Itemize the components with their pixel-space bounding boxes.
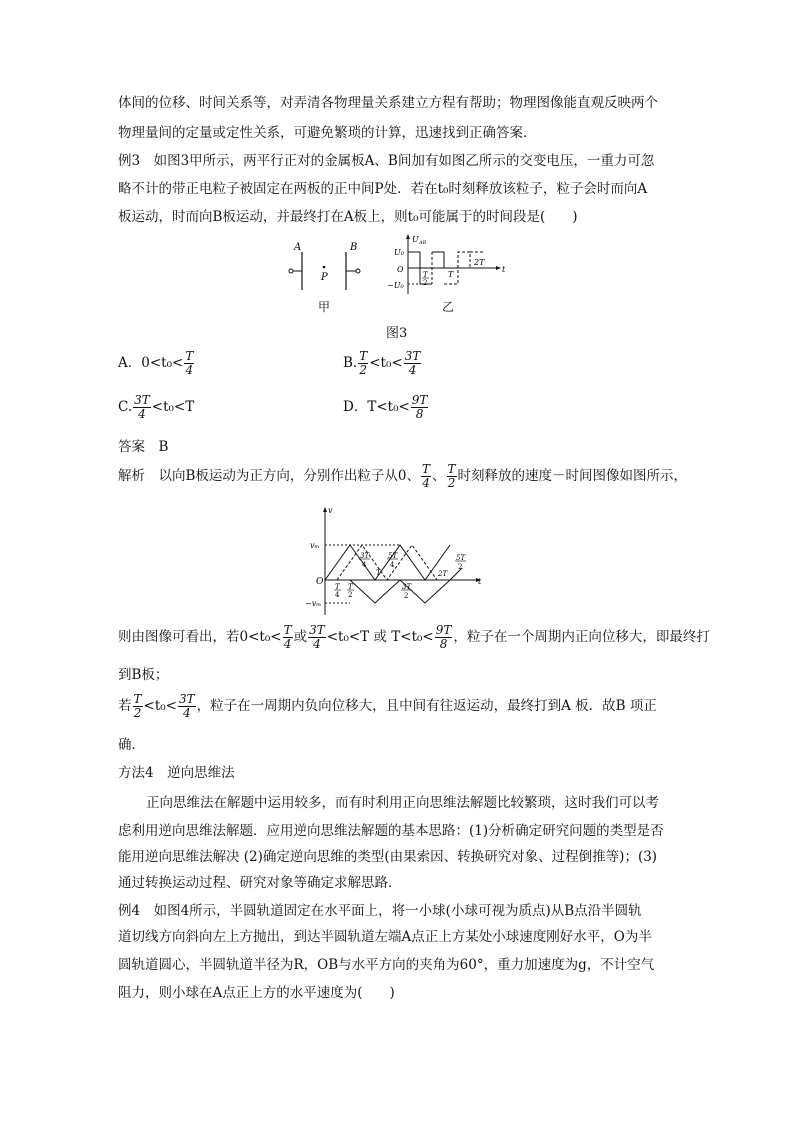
svg-text:T: T bbox=[423, 271, 428, 279]
method-4-title: 方法4 逆向思维法 bbox=[118, 765, 235, 781]
svg-text:2T: 2T bbox=[474, 258, 485, 267]
method-4-line: 能用逆向思维法解决 (2)确定逆向思维的类型(由果索因、转换研究对象、过程倒推等)；(3) bbox=[118, 849, 658, 865]
svg-text:AB: AB bbox=[419, 240, 427, 246]
example-3-line: 略不计的带正电粒子被固定在两板的正中间P处．若在t₀时刻释放该粒子，粒子会时而向A bbox=[118, 181, 648, 197]
text-line: 体间的位移、时间关系等，对弄清各物理量关系建立方程有帮助；物理图像能直观反映两个 bbox=[118, 95, 658, 111]
svg-text:3T: 3T bbox=[402, 583, 412, 591]
svg-text:U₀: U₀ bbox=[394, 248, 404, 257]
svg-text:5T: 5T bbox=[388, 552, 398, 560]
svg-text:3T: 3T bbox=[360, 552, 370, 560]
example-4-line: 道切线方向斜向左上方抛出，到达半圆轨道左端A点正上方某处小球速度刚好水平，O为半 bbox=[118, 929, 652, 945]
svg-text:2: 2 bbox=[348, 591, 353, 599]
figure-3-jia-plates bbox=[280, 240, 370, 298]
analysis-line-2: 则由图像可看出，若0<t₀< $\frac{T}{4}$ 或 $\frac{3T}{4}$ <t₀<T 或 T<t₀< $\frac{9T}{8}$ ，粒子在一个周期内正向位移大，即最终打 bbox=[118, 623, 710, 651]
option-d: D．T<t₀< $\frac{9T}{8}$ bbox=[343, 393, 428, 421]
svg-text:T: T bbox=[348, 583, 353, 591]
svg-text:2: 2 bbox=[404, 592, 409, 600]
method-4-line: 虑利用逆向思维法解题．应用逆向思维法解题的基本思路：(1)分析确定研究问题的类型是否 bbox=[118, 823, 664, 839]
svg-text:−vₘ: −vₘ bbox=[305, 599, 322, 608]
svg-text:O: O bbox=[397, 265, 404, 274]
svg-text:T: T bbox=[448, 270, 454, 279]
label-p: P bbox=[321, 272, 328, 283]
svg-text:4: 4 bbox=[390, 561, 395, 569]
analysis-line-5: 确． bbox=[118, 737, 145, 753]
example-4-line: 例4 如图4所示，半圆轨道固定在水平面上，将一小球(小球可视为质点)从B点沿半圆轨 bbox=[118, 903, 642, 919]
svg-text:U: U bbox=[412, 235, 419, 244]
analysis-line-1: 解析 以向B板运动为正方向，分别作出粒子从0、 $\frac{T}{4}$ 、 $\frac{T}{2}$ 时刻释放的速度－时间图像如图所示， bbox=[118, 462, 688, 490]
example-4-line: 阻力，则小球在A点正上方的水平速度为( ) bbox=[118, 985, 395, 1001]
velocity-time-graph bbox=[300, 505, 490, 617]
svg-text:T: T bbox=[376, 569, 381, 577]
svg-text:2: 2 bbox=[423, 279, 428, 287]
method-4-line: 通过转换运动过程、研究对象等确定求解思路． bbox=[118, 875, 402, 891]
option-b: B. $\frac{T}{2}$ <t₀< $\frac{3T}{4}$ bbox=[343, 349, 421, 377]
option-a: A．0<t₀< $\frac{T}{4}$ bbox=[118, 349, 194, 377]
label-a: A bbox=[294, 242, 302, 253]
text-line: 物理量间的定量或定性关系，可避免繁琐的计算，迅速找到正确答案． bbox=[118, 125, 537, 141]
analysis-line-4: 若 $\frac{T}{2}$ <t₀< $\frac{3T}{4}$ ，粒子在一周期内负向位移大，且中间有往返运动，最终打到A 板．故B 项正 bbox=[118, 692, 657, 720]
figure-3-yi-voltage-graph bbox=[378, 232, 508, 296]
label-b: B bbox=[350, 242, 358, 253]
example-4-line: 圆轨道圆心，半圆轨道半径为R，OB与水平方向的夹角为60°，重力加速度为g，不计空气 bbox=[118, 957, 655, 973]
example-3-line: 板运动，时而向B板运动，并最终打在A板上，则t₀可能属于的时间段是( ) bbox=[118, 209, 578, 225]
figure-yi-label: 乙 bbox=[442, 300, 455, 314]
svg-text:v: v bbox=[328, 506, 333, 515]
svg-text:vₘ: vₘ bbox=[310, 541, 320, 550]
figure-3-caption: 图3 bbox=[386, 326, 408, 341]
option-c: C. $\frac{3T}{4}$ <t₀<T bbox=[118, 393, 195, 421]
svg-text:4: 4 bbox=[335, 591, 340, 599]
svg-text:O: O bbox=[316, 577, 324, 587]
svg-text:t: t bbox=[502, 265, 506, 274]
figure-jia-label: 甲 bbox=[318, 300, 331, 314]
svg-text:−U₀: −U₀ bbox=[387, 281, 404, 290]
example-3-line: 例3 如图3甲所示，两平行正对的金属板A、B间加有如图乙所示的交变电压，一重力可忽 bbox=[118, 153, 655, 169]
svg-text:2T: 2T bbox=[438, 570, 448, 578]
svg-text:t: t bbox=[478, 577, 482, 586]
svg-text:T: T bbox=[335, 583, 340, 591]
svg-text:5T: 5T bbox=[456, 554, 466, 562]
point-p bbox=[323, 266, 326, 269]
answer: 答案 B bbox=[118, 439, 169, 455]
svg-text:2: 2 bbox=[458, 563, 463, 571]
analysis-line-3: 到B板； bbox=[118, 667, 169, 683]
method-4-line: 正向思维法在解题中运用较多，而有时利用正向思维法解题比较繁琐，这时我们可以考 bbox=[146, 795, 659, 811]
svg-text:4: 4 bbox=[362, 561, 367, 569]
